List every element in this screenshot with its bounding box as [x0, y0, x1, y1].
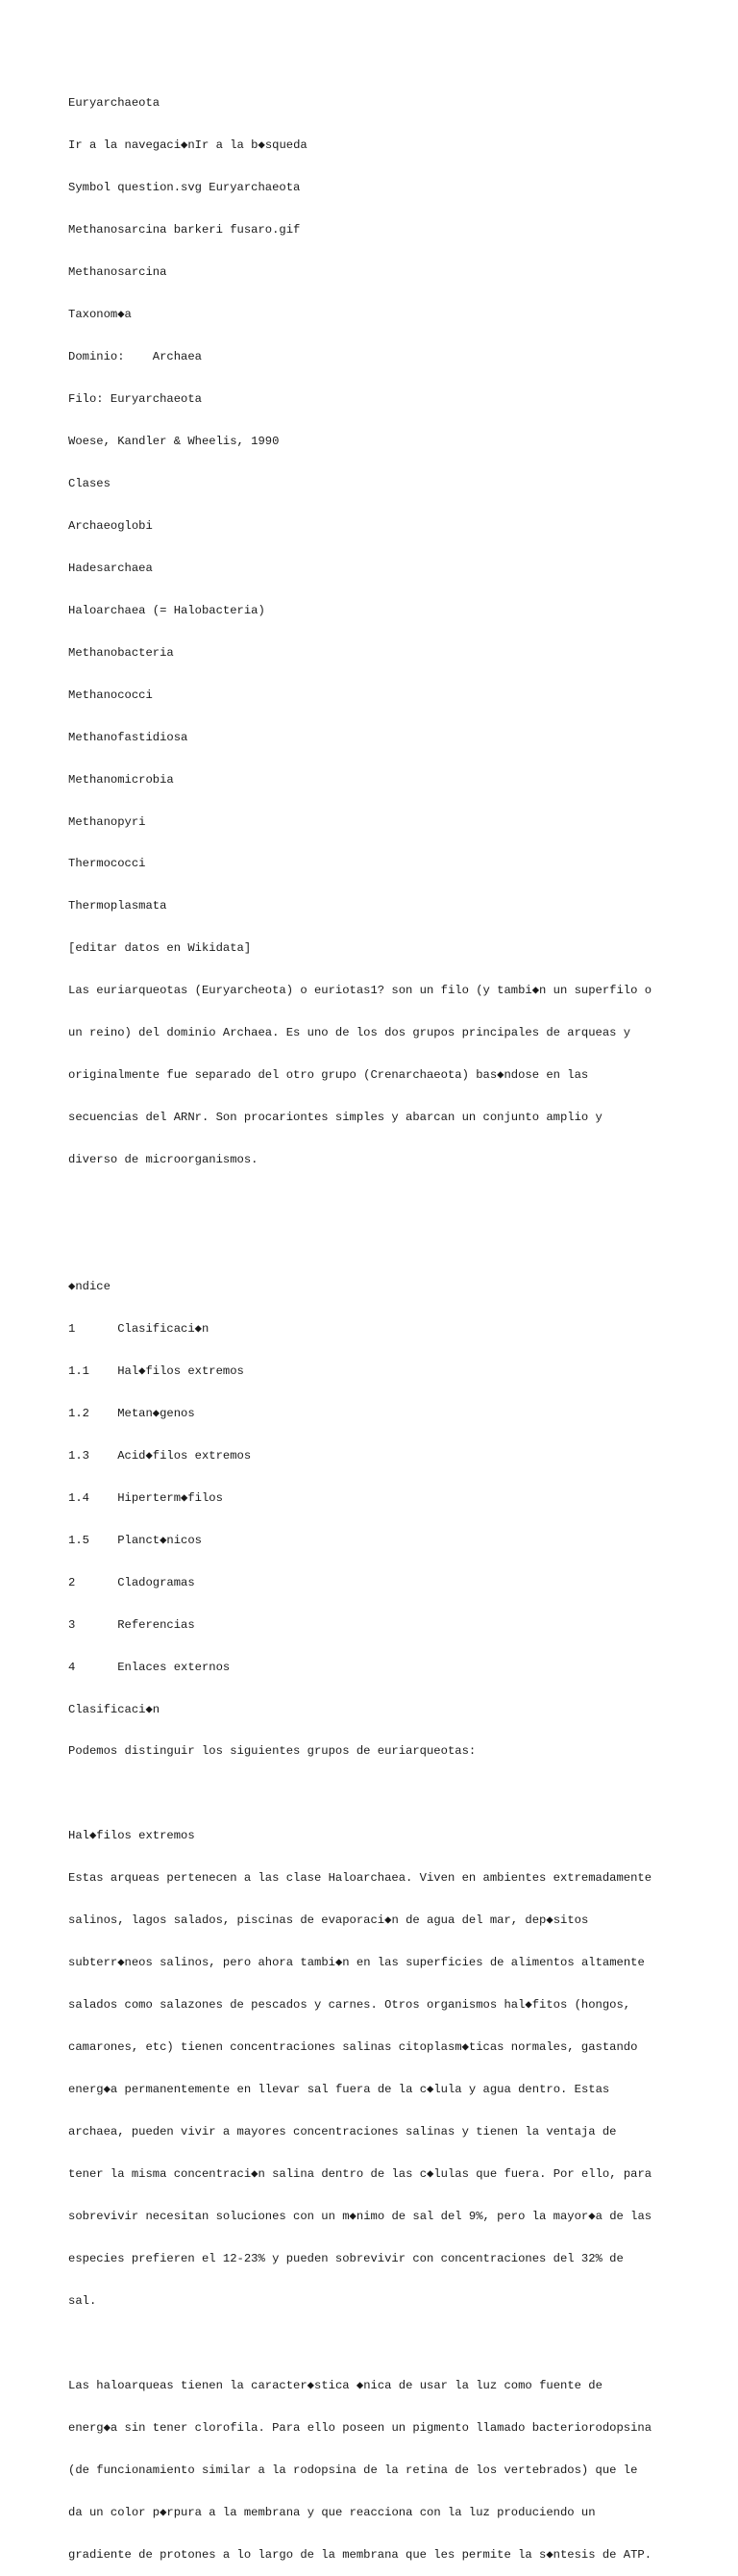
body-paragraph-line: energ◆a sin tener clorofila. Para ello poseen un pigmento llamado bacteriorodopsina [68, 2420, 652, 2435]
intro-paragraph-line: Las euriarqueotas (Euryarcheota) o euriotas1? son un filo (y tambi◆n un superfilo o [68, 984, 652, 998]
toc-item[interactable]: 1.4 Hiperterm◆filos [68, 1490, 223, 1505]
infobox-list-item: Archaeoglobi [68, 518, 153, 533]
body-paragraph-line: archaea, pueden vivir a mayores concentraciones salinas y tienen la ventaja de [68, 2125, 617, 2139]
infobox-row: Dominio: Archaea [68, 350, 202, 364]
blank-line [68, 1195, 683, 1210]
infobox-list-item: Thermoplasmata [68, 899, 167, 913]
subsection-heading: Hal◆filos extremos [68, 1829, 195, 1843]
infobox-list-item: Methanomicrobia [68, 772, 174, 787]
image-caption: Methanosarcina barkeri fusaro.gif [68, 223, 301, 238]
body-paragraph-line: Estas arqueas pertenecen a las clase Haloarchaea. Viven en ambientes extremadamente [68, 1871, 652, 1886]
infobox-list-item: Thermococci [68, 857, 146, 871]
infobox-heading: Clases [68, 476, 111, 490]
infobox-row: Woese, Kandler & Wheelis, 1990 [68, 434, 280, 448]
edit-wikidata-link[interactable]: [editar datos en Wikidata] [68, 941, 252, 956]
toc-item[interactable]: 1.1 Hal◆filos extremos [68, 1363, 244, 1378]
intro-paragraph-line: diverso de microorganismos. [68, 1153, 258, 1167]
image-caption: Symbol question.svg Euryarchaeota [68, 181, 301, 195]
toc-heading: ◆ndice [68, 1280, 111, 1293]
infobox-list-item: Methanopyri [68, 814, 146, 829]
infobox-heading: Taxonom◆a [68, 308, 132, 322]
document-page [68, 68, 683, 2576]
section-paragraph-line: Podemos distinguir los siguientes grupos de euriarqueotas: [68, 1744, 477, 1759]
toc-item[interactable]: 1 Clasificaci◆n [68, 1321, 209, 1336]
body-paragraph-line: energ◆a permanentemente en llevar sal fuera de la c◆lula y agua dentro. Estas [68, 2083, 610, 2097]
body-paragraph-line: salados como salazones de pescados y carnes. Otros organismos hal◆fitos (hongos, [68, 1998, 631, 2013]
body-paragraph-line: gradiente de protones a lo largo de la membrana que les permite la s◆ntesis de ATP. [68, 2547, 652, 2562]
body-paragraph-line: da un color p◆rpura a la membrana y que reacciona con la luz produciendo un [68, 2505, 596, 2519]
body-paragraph-line: subterr◆neos salinos, pero ahora tambi◆n en las superficies de alimentos altamente [68, 1956, 645, 1970]
toc-item[interactable]: 2 Cladogramas [68, 1575, 195, 1589]
infobox-list-item: Methanococci [68, 688, 153, 702]
infobox-list-item: Haloarchaea (= Halobacteria) [68, 603, 265, 617]
document-title: Euryarchaeota [68, 96, 160, 111]
infobox-name: Methanosarcina [68, 265, 167, 280]
infobox-list-item: Methanofastidiosa [68, 730, 188, 744]
blank-line [68, 1787, 683, 1801]
toc-item[interactable]: 4 Enlaces externos [68, 1660, 231, 1674]
toc-item[interactable]: 1.2 Metan◆genos [68, 1406, 195, 1420]
body-paragraph-line: sobrevivir necesitan soluciones con un m◆nimo de sal del 9%, pero la mayor◆a de las [68, 2209, 652, 2223]
body-paragraph-line: salinos, lagos salados, piscinas de evaporaci◆n de agua del mar, dep◆sitos [68, 1913, 589, 1928]
body-paragraph-line: camarones, etc) tienen concentraciones salinas citoplasm◆ticas normales, gastando [68, 2040, 638, 2055]
toc-item[interactable]: 3 Referencias [68, 1617, 195, 1632]
toc-item[interactable]: 1.5 Planct◆nicos [68, 1533, 202, 1547]
blank-line [68, 1238, 683, 1252]
infobox-list-item: Methanobacteria [68, 645, 174, 660]
blank-line [68, 2337, 683, 2351]
body-paragraph-line: sal. [68, 2293, 97, 2308]
body-paragraph-line: Las haloarqueas tienen la caracter◆stica ◆nica de usar la luz como fuente de [68, 2378, 603, 2392]
section-heading: Clasificaci◆n [68, 1702, 160, 1716]
infobox-list-item: Hadesarchaea [68, 561, 153, 575]
intro-paragraph-line: originalmente fue separado del otro grupo (Crenarchaeota) bas◆ndose en las [68, 1068, 589, 1083]
body-paragraph-line: (de funcionamiento similar a la rodopsina de la retina de los vertebrados) que le [68, 2463, 638, 2477]
intro-paragraph-line: un reino) del dominio Archaea. Es uno de los dos grupos principales de arqueas y [68, 1026, 631, 1040]
intro-paragraph-line: secuencias del ARNr. Son procariontes simples y abarcan un conjunto amplio y [68, 1111, 603, 1125]
navigation-links[interactable]: Ir a la navegaci◆nIr a la b◆squeda [68, 138, 308, 153]
toc-item[interactable]: 1.3 Acid◆filos extremos [68, 1448, 252, 1463]
infobox-row: Filo: Euryarchaeota [68, 391, 202, 406]
body-paragraph-line: tener la misma concentraci◆n salina dentro de las c◆lulas que fuera. Por ello, para [68, 2167, 652, 2182]
body-paragraph-line: especies prefieren el 12-23% y pueden sobrevivir con concentraciones del 32% de [68, 2251, 624, 2265]
